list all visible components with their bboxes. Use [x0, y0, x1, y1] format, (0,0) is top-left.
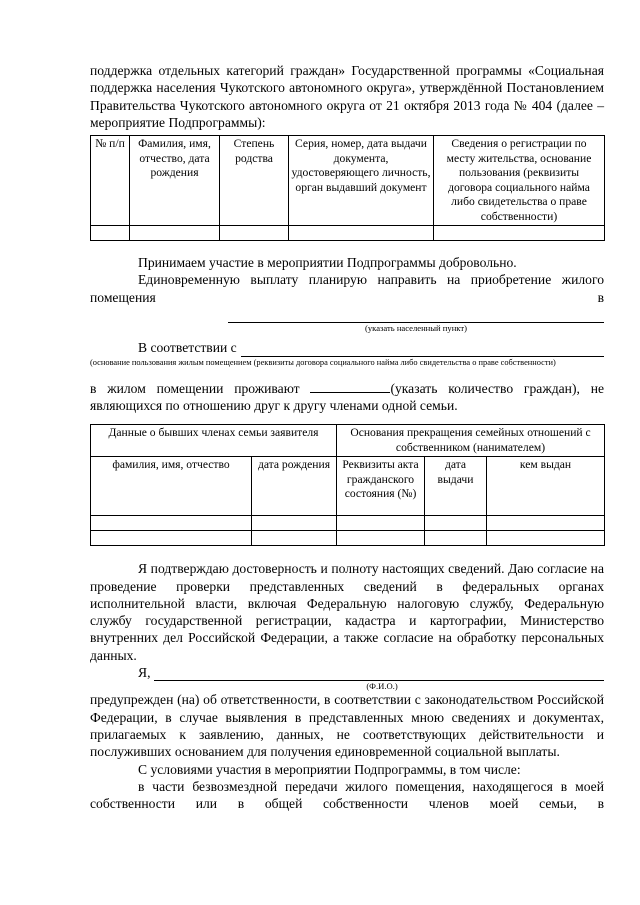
intro-paragraph: поддержка отдельных категорий граждан» Государственной программы «Социальная поддержка населения Чукотского автономного округа», утверждённой Постановлением Правительства Чукотского автономного округа от 21 октября 2013 года № 404 (далее – мероприятие Подпрограммы): — [90, 63, 604, 130]
group-header-former-family: Данные о бывших членах семьи заявителя — [91, 425, 337, 457]
payment-paragraph-text: Единовременную выплату планирую направить на приобретение жилого помещения в — [90, 272, 604, 305]
transfer-paragraph: в части безвозмездной передачи жилого помещения, находящегося в моей собственности или в общей собственности членов моей семьи, в — [90, 778, 604, 812]
warning-paragraph: предупрежден (на) об ответственности, в соответствии с законодательством Российской Федерации, в случае выявления в представленных мною сведениях и документах, прилагаемых к заявлению, данных, не соответствующих действительности и послуживших основанием для получения единовременной социальной выплаты. — [90, 692, 604, 760]
header-cell-fullname: фамилия, имя, отчество — [91, 457, 252, 516]
former-family-table — [90, 424, 605, 546]
header-cell-kinship: Степень родства — [220, 136, 289, 226]
settlement-input[interactable] — [228, 309, 604, 323]
group-header-termination-basis: Основания прекращения семейных отношений с собственником (нанимателем) — [337, 425, 605, 457]
header-cell-birthdate: дата рождения — [252, 457, 337, 516]
fio-input[interactable] — [154, 667, 604, 681]
residents-text-b: (указать количество граждан), не являющихся по отношению друг к другу членами одной семьи. — [90, 380, 604, 413]
confirmation-paragraph: Я подтверждаю достоверность и полноту настоящих сведений. Даю согласие на проведение проверки представленных сведений в федеральных органах исполнительной власти, включая Федеральную налоговую службу, Федеральную службу государственной регистрации, кадастра и картографии, Министерство внутренних дел Российской Федерации, а также согласие на обработку персональных данных. — [90, 561, 604, 663]
fio-label: Я, — [138, 665, 151, 681]
accordance-label: В соответствии с — [138, 340, 237, 356]
accordance-line — [90, 339, 604, 356]
table-row — [91, 226, 605, 241]
accept-paragraph: Принимаем участие в мероприятии Подпрограммы добровольно. — [138, 255, 517, 271]
table-row — [91, 531, 605, 546]
header-cell-issued-by: кем выдан — [487, 457, 605, 516]
table-group-header-row — [91, 425, 605, 457]
applicant-family-table — [90, 135, 605, 241]
header-cell-number: № п/п — [91, 136, 130, 226]
fio-line — [90, 664, 604, 681]
document-page — [90, 62, 604, 812]
table-header-row — [91, 136, 605, 226]
header-cell-registration: Сведения о регистрации по месту жительства, основание пользования (реквизиты договора социального найма либо свидетельства о праве собственности) — [434, 136, 605, 226]
residents-count-input[interactable] — [310, 379, 390, 393]
header-cell-fullname: Фамилия, имя, отчество, дата рождения — [130, 136, 220, 226]
basis-input[interactable] — [241, 343, 604, 357]
header-cell-issue-date: дата выдачи — [425, 457, 487, 516]
fio-caption: (Ф.И.О.) — [366, 681, 398, 692]
table-header-row — [91, 457, 605, 516]
basis-caption: (основание пользования жилым помещением (реквизиты договора социального найма либо свидетельства о праве собственности) — [90, 357, 556, 367]
table-row — [91, 516, 605, 531]
header-cell-civil-act: Реквизиты акта гражданского состояния (№) — [337, 457, 425, 516]
conditions-paragraph: С условиями участия в мероприятии Подпрограммы, в том числе: — [138, 761, 521, 777]
header-cell-id-document: Серия, номер, дата выдачи документа, удостоверяющего личность, орган выдавший документ — [289, 136, 434, 226]
residents-text-a: в жилом помещении проживают — [90, 380, 300, 396]
settlement-caption: (указать населенный пункт) — [365, 323, 467, 334]
payment-settlement-line — [90, 306, 604, 323]
payment-paragraph-line1 — [90, 271, 604, 306]
residents-paragraph — [90, 379, 604, 415]
